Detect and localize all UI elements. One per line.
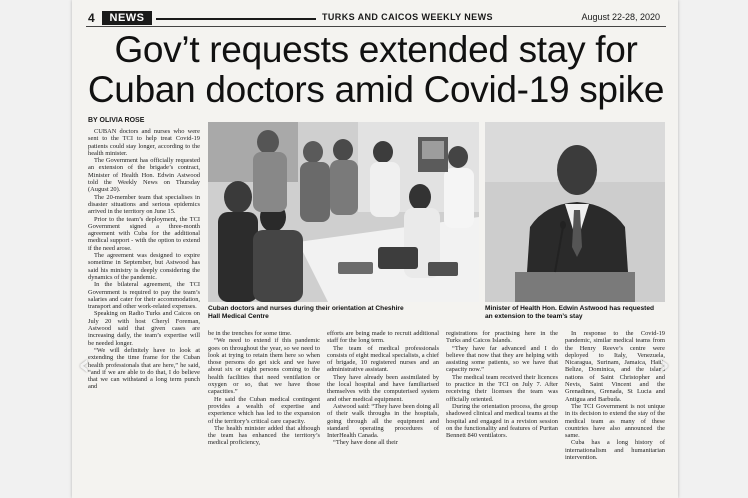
chevron-left-icon[interactable]: ‹ xyxy=(78,348,90,381)
paragraph: He said the Cuban medical contingent provides a wealth of expertise and experience which has led to the expansion of the territory’s critical care capacity. xyxy=(208,395,320,425)
paragraph: “We need to extend if this pandemic goes on throughout the year, so we need to look at trying to retain them here so when those persons do get sick and we have about six or eight persons coming to the health facilities that need ventilation or oxygen or so, that we have those capacities.” xyxy=(208,337,320,396)
paragraph: In the bilateral agreement, the TCI Government is required to pay the team’s salaries and cater for their accommodation, transport and other work-related expenses. xyxy=(88,281,200,311)
paragraph: efforts are being made to recruit additional staff for the long term. xyxy=(327,330,439,345)
paragraph: Astwood said: “They have been doing all of their walk throughs in the hospitals, going through all the equipment and standard operating procedures of InterHealth Canada. xyxy=(327,402,439,440)
paragraph: In response to the Covid-19 pandemic, similar medical teams from the Henry Reeve’s centre were deployed to Italy, Venezuela, Nicaragua, Surinam, Jamaica, Haiti, Belize, Dominica, and the island nations of Saint Christopher and Nevis, Saint Vincent and the Grenadines, Grenada, St Lucia and Antigua and Barbuda. xyxy=(565,330,665,403)
paragraph: “We will definitely have to look at extending the time frame for the Cuban health professionals that are here,” he said, “and if we are able to do that, I do believe that we can withstand a long term punch and xyxy=(88,346,200,391)
paragraph: The 20-member team that specialises in disaster situations and serious epidemics arrived in the territory on June 15. xyxy=(88,193,200,216)
photo-minister-image xyxy=(485,122,665,302)
paragraph: Speaking on Radio Turks and Caicos on July 20 with host Cheryl Foreman, Astwood said that given cases are increasing daily, the team’s expertise will be needed longer. xyxy=(88,310,200,347)
photo-medical-team xyxy=(208,122,479,302)
paragraph: During the orientation process, the group shadowed clinical and medical teams at the hospital and engaged in a revision session on the functionality and features of Puritan Bennett 840 ventilators. xyxy=(446,402,558,440)
paragraph: The health minister added that although the team has enhanced the territory’s medical proficiency, xyxy=(208,424,320,447)
headline xyxy=(86,30,666,110)
page-number: 4 xyxy=(88,11,95,25)
photo-minister xyxy=(485,122,665,302)
paragraph: Prior to the team’s deployment, the TCI Government signed a three-month agreement with Cuba for the additional medical support - with the option to extend if the need arose. xyxy=(88,215,200,252)
paragraph: The Government has officially requested an extension of the brigade’s contract, Minister of Health Hon. Edwin Astwood told the Weekly News on Thursday (August 20). xyxy=(88,157,200,194)
paragraph: CUBAN doctors and nurses who were sent to the TCI to help treat Covid-19 patients could stay longer, according to the health minister. xyxy=(88,128,200,157)
article-column-4 xyxy=(446,330,558,496)
section-label: NEWS xyxy=(102,11,152,25)
headline-line-2: Cuban doctors amid Covid-19 spike xyxy=(87,69,665,110)
issue-date: August 22-28, 2020 xyxy=(581,12,660,22)
paragraph: They have already been assimilated by the local hospital and have familiarised themselves with the computerised system and other medical equipment. xyxy=(327,373,439,403)
paragraph: be in the trenches for some time. xyxy=(208,330,292,337)
byline: BY OLIVIA ROSE xyxy=(88,117,145,124)
paragraph: “They have done all their xyxy=(333,439,398,447)
newspaper-page xyxy=(72,0,678,498)
paragraph: registrations for practising here in the Turks and Caicos Islands. xyxy=(446,330,558,345)
article-column-1 xyxy=(88,128,200,496)
chevron-right-icon[interactable]: › xyxy=(658,348,670,381)
publication-name: TURKS AND CAICOS WEEKLY NEWS xyxy=(322,12,493,22)
photo-medical-team-image xyxy=(208,122,479,302)
headline-line-1: Gov’t requests extended stay for xyxy=(114,29,638,70)
article-column-2 xyxy=(208,330,320,496)
paragraph: The medical team received their licences to practice in the TCI on July 7. After receiving their licenses the team was officially oriented. xyxy=(446,373,558,403)
paragraph: Cuba has a long history of internationalism and humanitarian intervention. xyxy=(565,439,665,462)
header-rule xyxy=(156,18,316,20)
photo-medical-team-caption: Cuban doctors and nurses during their orientation at Cheshire Hall Medical Centre xyxy=(208,305,404,320)
paragraph: The TCI Government is not unique in its decision to extend the stay of the medical team as many of these countries have also announced the same. xyxy=(565,402,665,440)
paragraph: The team of medical professionals consists of eight medical specialists, a chief of brigade, 10 registered nurses and an administrative assistant. xyxy=(327,344,439,374)
article-column-5 xyxy=(565,330,665,496)
photo-minister-caption: Minister of Health Hon. Edwin Astwood has requested an extension to the team’s stay xyxy=(485,305,655,320)
article-column-3 xyxy=(327,330,439,496)
paragraph: “They have far advanced and I do believe that now that they are helping with assisting some patients, so we have that capacity now.” xyxy=(446,344,558,374)
paragraph: The agreement was designed to expire sometime in September, but Astwood has said his ministry is deeply considering the dynamics of the pandemic. xyxy=(88,252,200,281)
header-divider xyxy=(86,26,666,27)
